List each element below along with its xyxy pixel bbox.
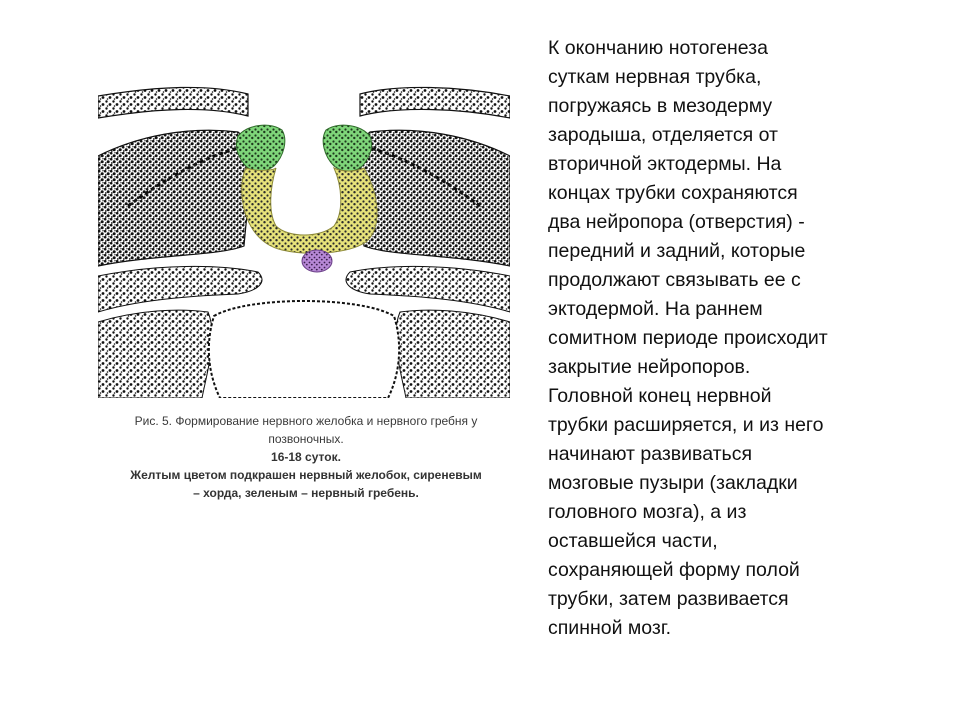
- body-text-line: продолжают связывать ее с: [548, 269, 801, 291]
- body-text-line: головного мозга), а из: [548, 501, 747, 523]
- body-text-line: оставшейся части,: [548, 530, 718, 552]
- lower-body-cavity: [209, 301, 399, 398]
- body-text-line: Головной конец нервной: [548, 385, 772, 407]
- body-text-line: зародыша, отделяется от: [548, 124, 778, 146]
- body-text-line: вторичной эктодермы. На: [548, 153, 782, 175]
- caption-line-4: Желтым цветом подкрашен нервный желобок, сиреневым: [130, 468, 482, 482]
- body-text-line: спинной мозг.: [548, 617, 672, 639]
- body-text-line: два нейропора (отверстия) -: [548, 211, 805, 233]
- figure-caption: [100, 412, 512, 502]
- body-text-line: суткам нервная трубка,: [548, 66, 762, 88]
- body-text-line: погружаясь в мезодерму: [548, 95, 773, 117]
- body-text-line: закрытие нейропоров.: [548, 356, 751, 378]
- caption-line-2: позвоночных.: [268, 432, 344, 446]
- body-text-line: сомитном периоде происходит: [548, 327, 828, 349]
- caption-line-5: – хорда, зеленым – нервный гребень.: [193, 486, 419, 500]
- neural-crest-green: [236, 125, 371, 171]
- notochord-violet: [302, 250, 332, 272]
- body-text-line: мозговые пузыри (закладки: [548, 472, 798, 494]
- caption-line-3: 16-18 суток.: [271, 450, 341, 464]
- embryo-cross-section-drawing: [98, 86, 510, 398]
- body-text-line: передний и задний, которые: [548, 240, 806, 262]
- body-text-line: К окончанию нотогенеза: [548, 37, 768, 59]
- outer-ectoderm-layer: [98, 87, 510, 118]
- body-text-line: трубки, затем развивается: [548, 588, 789, 610]
- body-text-line: начинают развиваться: [548, 443, 753, 465]
- body-text-line: сохраняющей форму полой: [548, 559, 800, 581]
- embryo-cross-section-figure: [98, 86, 510, 398]
- body-text-line: концах трубки сохраняются: [548, 182, 798, 204]
- body-text-line: эктодермой. На раннем: [548, 298, 763, 320]
- caption-line-1: Рис. 5. Формирование нервного желобка и нервного гребня у: [134, 414, 478, 428]
- neural-groove-yellow: [242, 168, 377, 253]
- body-text-block: [548, 34, 908, 643]
- body-text-line: трубки расширяется, и из него: [548, 414, 824, 436]
